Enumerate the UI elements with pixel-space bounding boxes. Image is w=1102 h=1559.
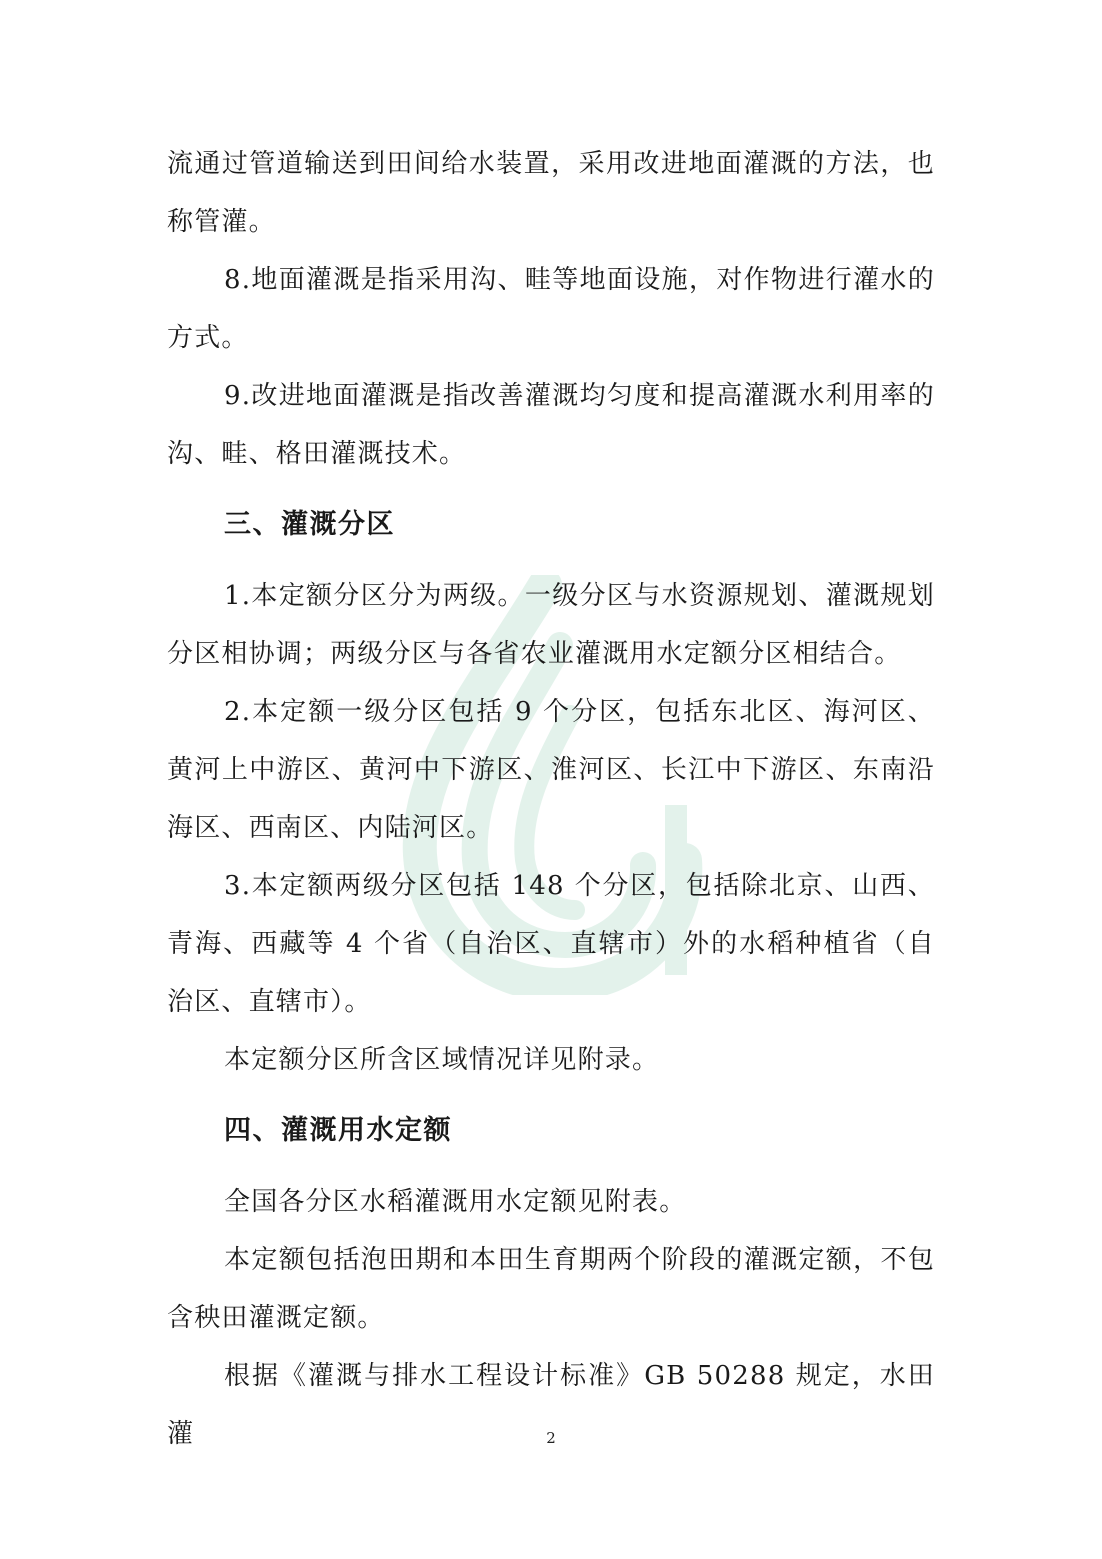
section-heading-4: 四、灌溉用水定额 <box>224 1115 452 1146</box>
paragraph-zone-1: 1.本定额分区分为两级。一级分区与水资源规划、灌溉规划分区相协调；两级分区与各省农业灌溉用水定额分区相结合。 <box>167 581 935 669</box>
paragraph-item-9: 9.改进地面灌溉是指改善灌溉均匀度和提高灌溉水利用率的沟、畦、格田灌溉技术。 <box>167 381 935 469</box>
paragraph-quota-stages: 本定额包括泡田期和本田生育期两个阶段的灌溉定额，不包含秧田灌溉定额。 <box>167 1245 935 1333</box>
paragraph-quota-standard: 根据《灌溉与排水工程设计标准》GB 50288 规定，水田灌 <box>167 1361 935 1449</box>
document-body <box>167 135 935 1463</box>
paragraph-quota-table: 全国各分区水稻灌溉用水定额见附表。 <box>224 1187 687 1217</box>
section-heading-3: 三、灌溉分区 <box>224 509 395 540</box>
paragraph-zone-appendix: 本定额分区所含区域情况详见附录。 <box>224 1045 660 1075</box>
paragraph-pipe-irrigation-cont: 流通过管道输送到田间给水装置，采用改进地面灌溉的方法，也称管灌。 <box>167 149 935 237</box>
paragraph-item-8: 8.地面灌溉是指采用沟、畦等地面设施，对作物进行灌水的方式。 <box>167 265 935 353</box>
paragraph-zone-2: 2.本定额一级分区包括 9 个分区，包括东北区、海河区、黄河上中游区、黄河中下游区、淮河区、长江中下游区、东南沿海区、西南区、内陆河区。 <box>167 697 935 843</box>
page-number: 2 <box>546 1429 556 1447</box>
paragraph-zone-3: 3.本定额两级分区包括 148 个分区，包括除北京、山西、青海、西藏等 4 个省（自治区、直辖市）外的水稻种植省（自治区、直辖市）。 <box>167 871 935 1017</box>
